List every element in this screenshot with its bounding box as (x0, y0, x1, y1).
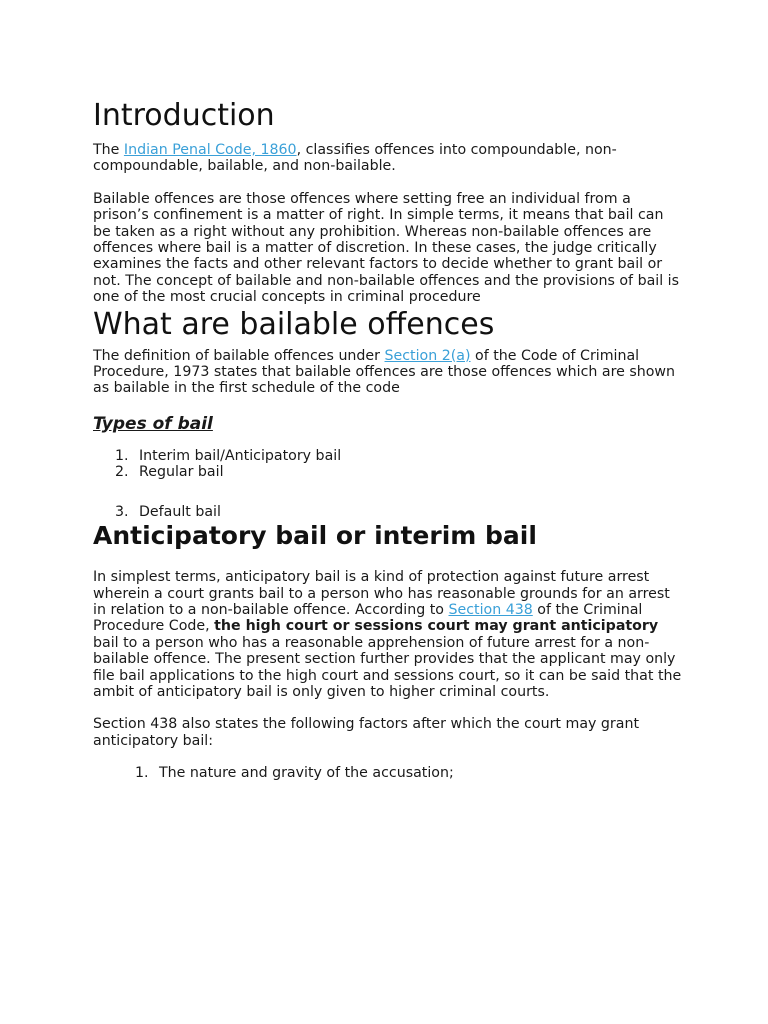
list-number: 1. (115, 447, 129, 464)
list-item (93, 448, 685, 464)
anticipatory-paragraph-2: Section 438 also states the following factors after which the court may grant anticipatory bail: (93, 716, 640, 749)
anticipatory-bail-heading: Anticipatory bail or interim bail (93, 521, 537, 551)
intro-p1-text-b: , classifies offences into compoundable, non-compoundable, bailable, and non-bailable. (93, 142, 617, 175)
types-of-bail-heading: Types of bail (93, 413, 213, 434)
indian-penal-code-link[interactable]: Indian Penal Code, 1860 (123, 142, 297, 158)
antic-text-b: of the Criminal Procedure Code, (93, 601, 643, 635)
factors-list (93, 765, 685, 781)
antic-bold-text: the high court or sessions court may grant anticipatory (214, 618, 659, 635)
list-number: 1. (135, 765, 149, 782)
list-item-text: The nature and gravity of the accusation; (159, 765, 454, 782)
list-item (93, 504, 685, 520)
bailable-definition-paragraph (93, 348, 685, 397)
intro-p1-text-a: The (93, 142, 124, 158)
list-number: 3. (115, 503, 129, 520)
antic-text-a: In simplest terms, anticipatory bail is a kind of protection against future arrest wherein a court grants bail to a person who has reasonable grounds for an arrest in relation to a non-bailable offence. According to (93, 569, 670, 618)
bailable-text-b: of the Code of Criminal Procedure, 1973 states that bailable offences are those offences which are shown as bailable in the first schedule of the code (93, 347, 676, 397)
intro-paragraph-1 (93, 142, 685, 175)
antic-text-c: bail to a person who has a reasonable apprehension of future arrest for a non-bailable offence. The present section further provides that the applicant may only file bail applications to the high court and sessions court, so it can be said that the ambit of anticipatory bail is only given to higher criminal courts. (93, 634, 682, 700)
document-content (93, 97, 685, 782)
list-item (93, 464, 685, 480)
introduction-heading: Introduction (93, 98, 275, 133)
section-2a-link[interactable]: Section 2(a) (384, 347, 471, 364)
list-item (93, 765, 685, 781)
list-item-text: Regular bail (139, 464, 224, 481)
anticipatory-paragraph-1 (93, 569, 685, 700)
list-number: 2. (115, 464, 129, 481)
types-of-bail-list (93, 448, 685, 520)
bailable-offences-heading: What are bailable offences (93, 306, 495, 342)
bailable-text-a: The definition of bailable offences under (93, 347, 385, 364)
list-item-text: Interim bail/Anticipatory bail (139, 447, 342, 464)
list-item-text: Default bail (139, 503, 221, 520)
section-438-link[interactable]: Section 438 (448, 601, 533, 618)
intro-paragraph-2: Bailable offences are those offences where setting free an individual from a prison’s confinement is a matter of right. In simple terms, it means that bail can be taken as a right without any prohibition. Whereas non-bailable offences are offences where bail is a matter of discretion. In these cases, the judge critically examines the facts and other relevant factors to decide whether to grant bail or not. The concept of bailable and non-bailable offences and the provisions of bail is one of the most crucial concepts in criminal procedure (93, 190, 679, 306)
